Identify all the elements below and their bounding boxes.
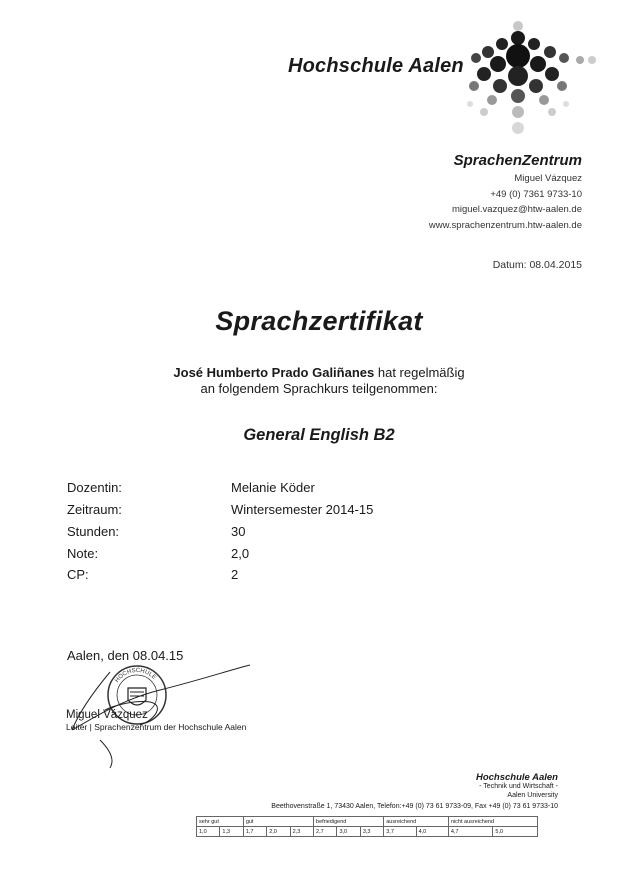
footer-subtitle — [479, 783, 558, 800]
detail-label: Stunden: — [67, 524, 120, 539]
detail-value: Melanie Köder — [231, 480, 315, 495]
grade-header-row — [197, 817, 538, 827]
footer-subtitle-line: Aalen University — [507, 791, 558, 799]
contact-block — [429, 171, 582, 233]
grade-header: nicht ausreichend — [448, 817, 537, 827]
grade-value: 2,0 — [267, 827, 290, 837]
signer-name: Miguel Vázquez — [66, 709, 148, 721]
grade-value: 4,0 — [416, 827, 448, 837]
footer-institution: Hochschule Aalen — [475, 772, 558, 783]
department-name: SprachenZentrum — [453, 152, 582, 169]
grade-value: 3,7 — [384, 827, 416, 837]
detail-label: Dozentin: — [67, 480, 122, 495]
grade-value: 1,7 — [243, 827, 266, 837]
institution-name: Hochschule Aalen — [288, 55, 464, 77]
intro-line-1-rest: hat regelmäßig — [374, 365, 465, 380]
footer-subtitle-line: - Technik und Wirtschaft - — [479, 783, 558, 790]
logo-dots — [467, 21, 596, 134]
grade-header: befriedigend — [314, 817, 384, 827]
grade-header: gut — [243, 817, 313, 827]
course-name: General English B2 — [243, 426, 395, 444]
detail-value: 2 — [231, 567, 239, 582]
certificate-title: Sprachzertifikat — [215, 306, 423, 336]
detail-label: Note: — [67, 546, 99, 561]
grade-value: 4,7 — [448, 827, 493, 837]
place-date: Aalen, den 08.04.15 — [67, 648, 184, 663]
intro-text — [0, 365, 638, 397]
grade-value: 1,0 — [197, 827, 220, 837]
detail-value: 30 — [231, 524, 246, 539]
grade-value: 5,0 — [493, 827, 538, 837]
grade-value: 3,0 — [337, 827, 360, 837]
detail-label: Zeitraum: — [67, 502, 122, 517]
student-name: José Humberto Prado Galiñanes — [173, 365, 375, 380]
detail-label: CP: — [67, 567, 89, 582]
detail-value: 2,0 — [231, 546, 250, 561]
grade-value: 1,3 — [220, 827, 243, 837]
contact-email: miguel.vazquez@htw-aalen.de — [451, 204, 582, 215]
footer-address: Beethovenstraße 1, 73430 Aalen, Telefon:+49 (0) 73 61 9733-09, Fax +49 (0) 73 61 9733-10 — [271, 803, 558, 810]
intro-line-1 — [0, 365, 638, 381]
contact-name: Miguel Vázquez — [514, 173, 582, 184]
detail-value: Wintersemester 2014-15 — [231, 502, 374, 517]
grade-scale-table — [196, 816, 538, 837]
document-date: Datum: 08.04.2015 — [492, 259, 582, 271]
signer-role: Leiter | Sprachenzentrum der Hochschule Aalen — [66, 722, 247, 732]
grade-value: 2,3 — [290, 827, 313, 837]
intro-line-2: an folgendem Sprachkurs teilgenommen: — [200, 381, 438, 396]
grade-header: ausreichend — [384, 817, 449, 827]
grade-value: 3,3 — [360, 827, 383, 837]
grade-header: sehr gut — [197, 817, 244, 827]
logo-dots-graphic — [440, 8, 600, 148]
grade-value-row — [197, 827, 538, 837]
contact-website: www.sprachenzentrum.htw-aalen.de — [428, 219, 582, 231]
stamp-text: HOCHSCHULE — [114, 667, 157, 684]
grade-value: 2,7 — [314, 827, 337, 837]
contact-phone: +49 (0) 7361 9733-10 — [490, 188, 582, 200]
